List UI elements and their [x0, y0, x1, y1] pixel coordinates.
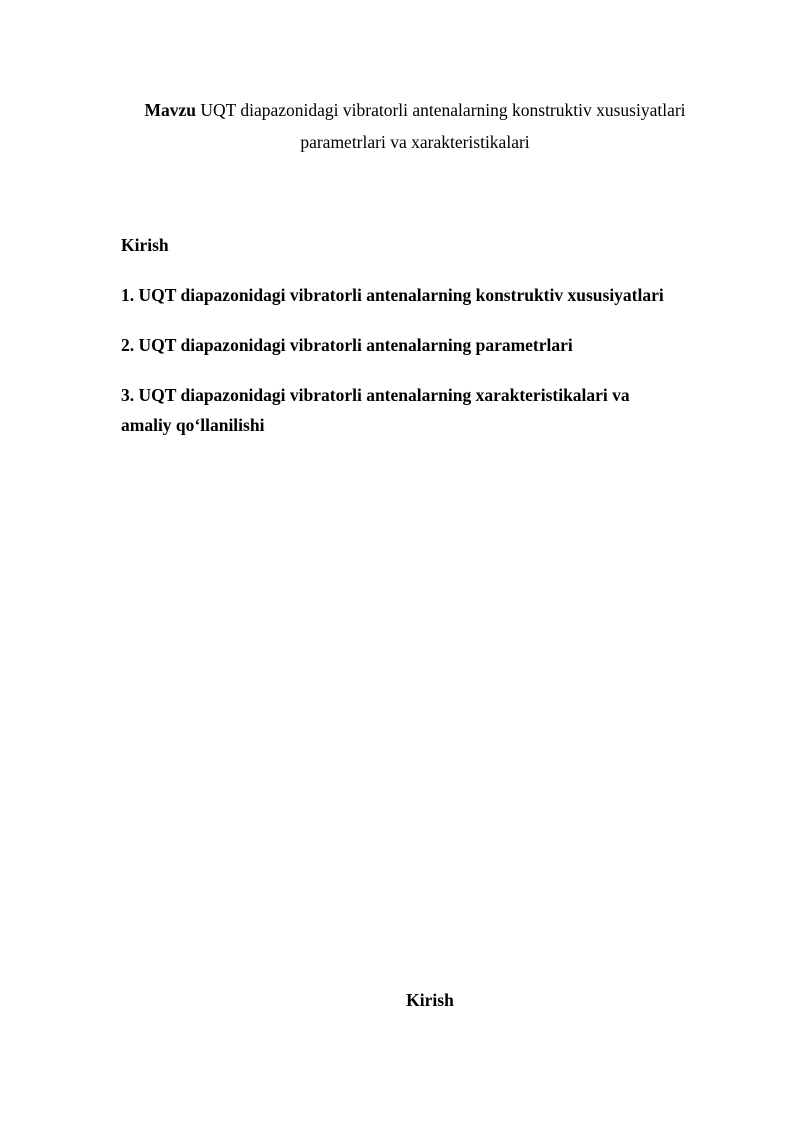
table-of-contents [121, 230, 721, 460]
title-lead: Mavzu [144, 100, 196, 120]
toc-item-intro: Kirish [121, 235, 169, 255]
toc-item-2: 2. UQT diapazonidagi vibratorli antenalarning parametrlari [121, 335, 573, 355]
document-title [100, 94, 730, 158]
title-line-1 [100, 94, 730, 126]
toc-item-3 [121, 380, 721, 440]
toc-item-3-line-1: 3. UQT diapazonidagi vibratorli antenalarning xarakteristikalari va [121, 385, 630, 405]
title-line-2: parametrlari va xarakteristikalari [300, 132, 530, 152]
section-heading: Kirish [406, 990, 454, 1010]
title-text: UQT diapazonidagi vibratorli antenalarning konstruktiv xususiyatlari [200, 100, 686, 120]
toc-item-3-line-2: amaliy qo‘llanilishi [121, 415, 265, 435]
toc-item-1: 1. UQT diapazonidagi vibratorli antenalarning konstruktiv xususiyatlari [121, 285, 664, 305]
